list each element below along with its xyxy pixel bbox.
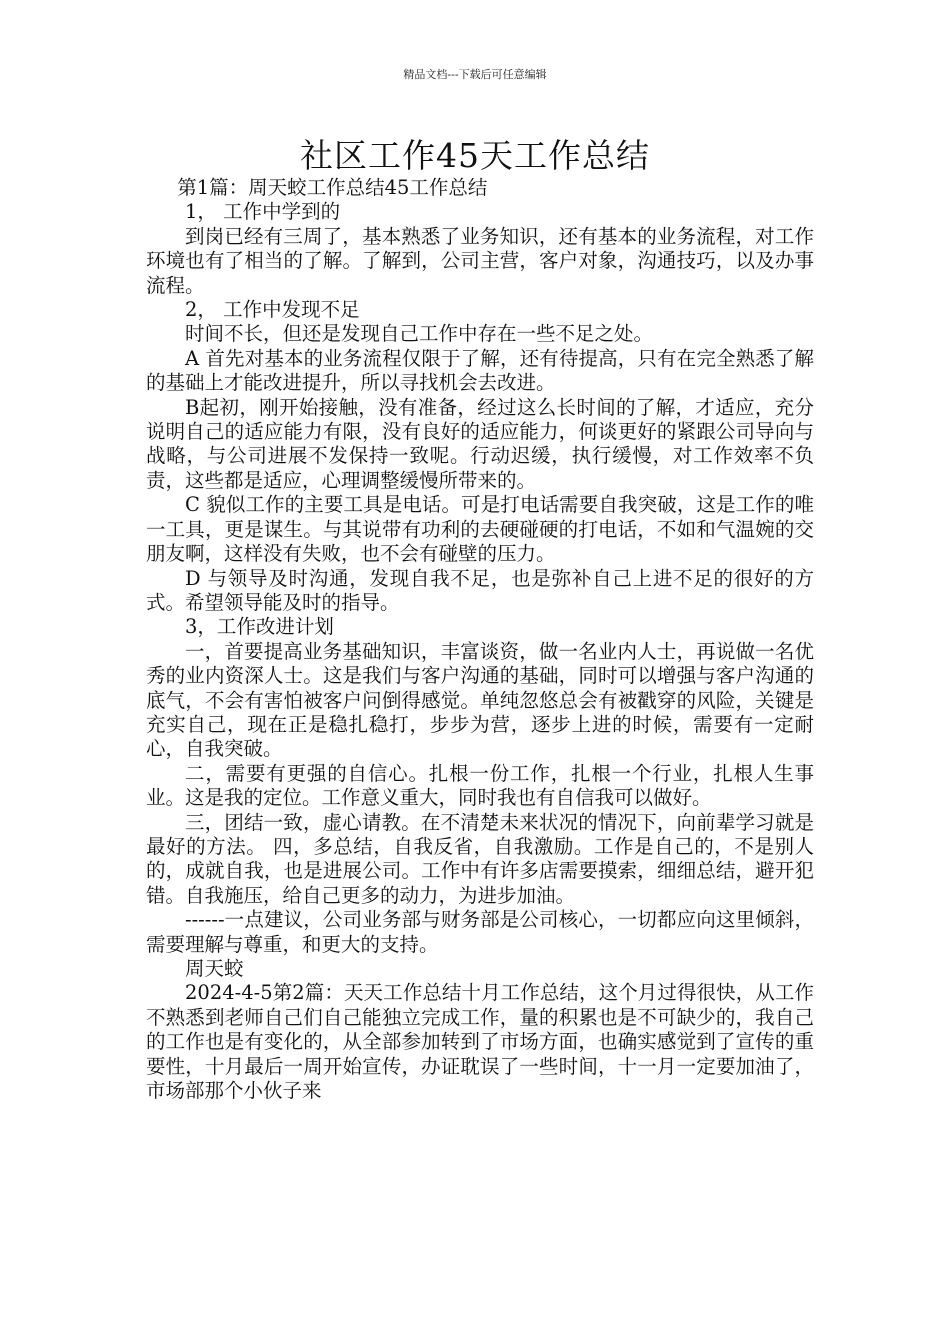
author-signature: 周天蛟 (185, 957, 244, 980)
paragraph: 三，团结一致，虚心请教。在不清楚未来状况的情况下，向前辈学习就是最好的方法。 四，多总结，自我反省，自我激励。工作是自己的，不是别人的，成就自我，也是进展公司。工作中有许多店需要摸索，细细总结，避开犯错。自我施压，给自己更多的动力，为进步加油。 (146, 810, 814, 907)
paragraph: A 首先对基本的业务流程仅限于了解，还有待提高，只有在完全熟悉了解的基础上才能改进提升，所以寻找机会去改进。 (146, 346, 814, 395)
section-heading: 第1篇：周天蛟工作总结45工作总结 (177, 176, 488, 199)
paragraph: 二，需要有更强的自信心。扎根一份工作，扎根一个行业，扎根人生事业。这是我的定位。工作意义重大，同时我也有自信我可以做好。 (146, 761, 814, 810)
subheading: 2， 工作中发现不足 (185, 298, 360, 322)
paragraph: 时间不长，但还是发现自己工作中存在一些不足之处。 (185, 322, 654, 346)
paragraph: D 与领导及时沟通，发现自我不足，也是弥补自己上进不足的很好的方式。希望领导能及时的指导。 (146, 566, 814, 614)
paragraph: 2024-4-5第2篇：天天工作总结十月工作总结，这个月过得很快，从工作不熟悉到老师自己们自己能独立完成工作，量的积累也是不可缺少的，我自己的工作也是有变化的，从全部参加转到了市场方面，也确实感觉到了宣传的重要性，十月最后一周开始宣传，办证耽误了一些时间，十一月一定要加油了，市场部那个小伙子来 (146, 981, 814, 1103)
paragraph: 到岗已经有三周了，基本熟悉了业务知识，还有基本的业务流程，对工作环境也有了相当的了解。了解到，公司主营，客户对象，沟通技巧，以及办事流程。 (146, 224, 814, 297)
paragraph: 一，首要提高业务基础知识，丰富谈资，做一名业内人士，再说做一名优秀的业内资深人士。这是我们与客户沟通的基础，同时可以增强与客户沟通的底气，不会有害怕被客户问倒得感觉。单纯忽悠总会有被戳穿的风险，关键是充实自己，现在正是稳扎稳打，步步为营，逐步上进的时候，需要有一定耐心，自我突破。 (146, 639, 814, 761)
paragraph: B起初，刚开始接触，没有准备，经过这么长时间的了解，才适应，充分说明自己的适应能力有限，没有良好的适应能力，何谈更好的紧跟公司导向与战略，与公司进展不发保持一致呢。行动迟缓，执行缓慢，对工作效率不负责，这些都是适应，心理调整缓慢所带来的。 (146, 395, 814, 492)
paragraph: C 貌似工作的主要工具是电话。可是打电话需要自我突破，这是工作的唯一工具，更是谋生。与其说带有功利的去硬碰硬的打电话，不如和气温婉的交朋友啊，这样没有失败，也不会有碰壁的压力。 (146, 493, 814, 566)
header-note: 精品文档---下载后可任意编辑 (403, 68, 547, 81)
paragraph: ------一点建议，公司业务部与财务部是公司核心，一切都应向这里倾斜，需要理解与尊重，和更大的支持。 (146, 908, 814, 956)
document-title: 社区工作45天工作总结 (300, 136, 650, 175)
document-body (146, 176, 814, 1103)
subheading: 3，工作改进计划 (185, 615, 334, 639)
subheading: 1， 工作中学到的 (185, 200, 341, 224)
